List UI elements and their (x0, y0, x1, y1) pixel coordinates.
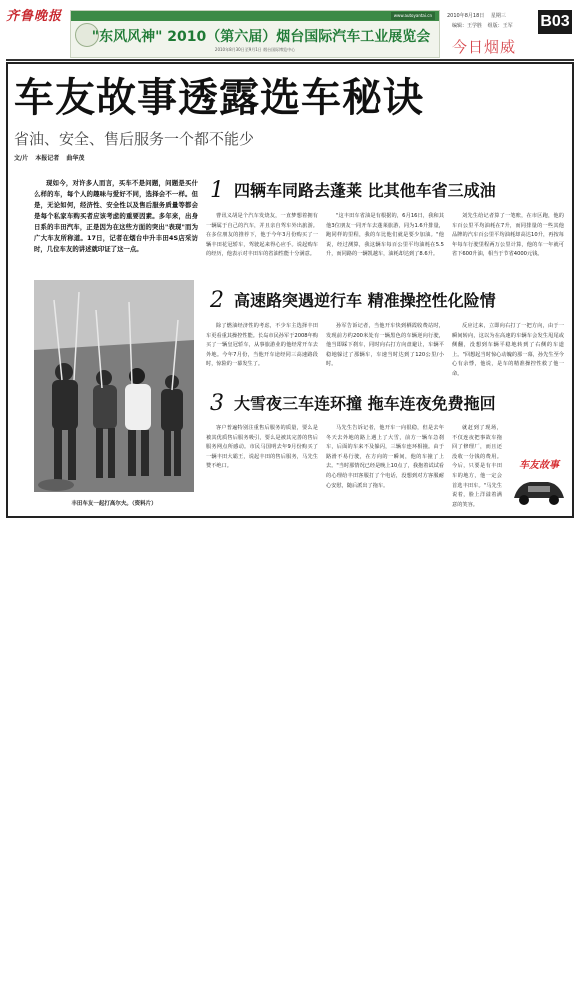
section-3-title: 大雪夜三车连环撞 拖车连夜免费拖回 (234, 394, 496, 413)
byline-role: 本报记者 (35, 155, 60, 162)
issue-date: 2010年8月18日 (447, 13, 485, 19)
section-3-col-3: 就赶到了现场，不仅连夜把事故车拖回了修理厂，而且还没收一分钱的费用。今后，只要是有丰田车的地方，他一定会首选丰田车。"马先生说着，脸上洋溢着满意的笑容。 (452, 425, 502, 508)
dateline (447, 12, 511, 19)
ad-top-strip (71, 11, 439, 21)
editor-credit: 编辑：王学胜 (452, 23, 483, 29)
golf-photo (34, 280, 194, 492)
page-number: B03 (538, 10, 572, 34)
layout-credit: 组版：王军 (487, 23, 513, 29)
car-story-stamp-label: 车友故事 (519, 460, 559, 471)
section-3-col-2: 马先生告诉记者，他开车一向很稳，但是去年冬天去外地的路上遇上了大雪，前方一辆车急刹车，后面的车来不及躲闪，三辆车连环相撞。由于路滑不易行驶，在方向的一瞬间，他的车撞了上去。"当时那情况已经是晚上10点了，我抱着试试看的心理给丰田客服打了个电话，没想到对方客服耐心安慰，随后派出了拖车。 (326, 425, 444, 489)
section-name: 今日烟威 (452, 38, 517, 56)
section-2-col-2: 孙军告诉记者，当他开车快到栖霞收费站时，发现前方约200米处有一辆黑色的车辆逆向行驶，他当即踩下刹车，同时向右打方向盘避让，车辆平稳地躲过了那辆车，车速当时达到了120公里/小时。 (326, 323, 444, 368)
section-2-col-3: 反应过来，立即向右打了一把方向，由于一瞬间转向，这以为在高速的车辆车会发生甩尾或侧翻，没想到车辆平稳地转到了右侧的车道上。"回想起当时惊心动魄的那一幕，孙先生至今心有余悸，他说，是车的精准操控性救了他一命。 (452, 323, 564, 377)
issue-weekday: 星期三 (490, 13, 506, 19)
section-2-number: 2 (210, 288, 224, 313)
photo-caption: 丰田车友一起打高尔夫。（资料片） (71, 501, 157, 507)
section-1-number: 1 (210, 178, 224, 203)
auto-show-ad-banner[interactable] (70, 10, 440, 58)
masthead-logo: 齐鲁晚报 (6, 9, 63, 24)
ad-website: www.autoyantai.cn (391, 12, 435, 20)
article-lead: 现如今，对许多人而言，买车不是问题，问题是买什么样的车，每个人的趣味与爱好不同，选择会不一样。但是，无论如何，经济性、安全性以及售后服务质量等都会是每个私家车购买者应该考虑的重要因素。多年来，出身日系的丰田汽车，正是因为在这些方面的突出"表现"而为广大车友所称道。17日，记者在烟台中升丰田4S店采访时，几位车友的讲述就印证了这一点。 (34, 179, 198, 253)
article-byline (14, 153, 89, 162)
section-2-title: 高速路突遇逆行车 精准操控性化险情 (234, 291, 496, 310)
section-1-col-1: 曹讯义胡是个汽车发烧友，一直梦想着拥有一辆属于自己的汽车，并且亲自驾车外出旅游。在多位朋友的推荐下，他于今年3月份购买了一辆丰田花冠轿车，驾驶起来得心应手。说起购车的经历，他表示对丰田车的省油性能十分满意。 (206, 213, 318, 258)
section-3-number: 3 (210, 391, 224, 416)
article-headline: 车友故事透露选车秘诀 (14, 75, 424, 121)
ad-title: "东风风神" 2010（第六届）烟台国际汽车工业展览会 (91, 29, 431, 45)
byline-type: 文/片 (14, 155, 29, 162)
section-2-col-1: 除了燃油经济性的考虑，不少车主选择丰田车更看重其操控性能。长岛市民孙军于2008年购买了一辆皇冠轿车，从事旅游业的他经常开车去外地。今年7月份，当他开车途经同三高速路段时，惊险的一幕发生了。 (206, 323, 318, 368)
section-3-col-1: 客户普遍特别注重售后服务的质量，要么是被其优质售后服务吸引，要么是被其完善的售后服务网点所感动。市民马国明去年9月份购买了一辆丰田大霸王，说起丰田的售后服务，马先生赞不绝口。 (206, 425, 318, 470)
article-subhead: 省油、安全、售后服务一个都不能少 (14, 130, 255, 148)
golf-photo-image (34, 280, 194, 492)
ad-dates: 2010年8月30日至9月1日 烟台国际博览中心 (214, 47, 296, 52)
editor-credits (452, 22, 517, 29)
section-1-col-2: "这丰田车省油是有根据的，6月16日，我和其他3位朋友一同开车去蓬莱旅游，同为1.6升排量，跑同样的里程，我的车比他们就是要少加油。"他说，经过测算，我这辆车每百公里平均油耗在5.5升，而同路的一辆凯越车，油耗却达到了8.6升。 (326, 213, 444, 258)
section-1-title: 四辆车同路去蓬莱 比其他车省三成油 (234, 181, 496, 200)
byline-author: 曲华茂 (66, 155, 85, 162)
section-1-col-3: 刘先生给记者算了一笔账，在市区跑，他的车百公里平均油耗在7升，而同排量的一些其他品牌的汽车百公里平均油耗却高达10升，再按每年每车行驶里程两万公里计算，他的车一年就可省下600升油，相当于节省4000元钱。 (452, 213, 564, 258)
header-rule (6, 59, 574, 61)
